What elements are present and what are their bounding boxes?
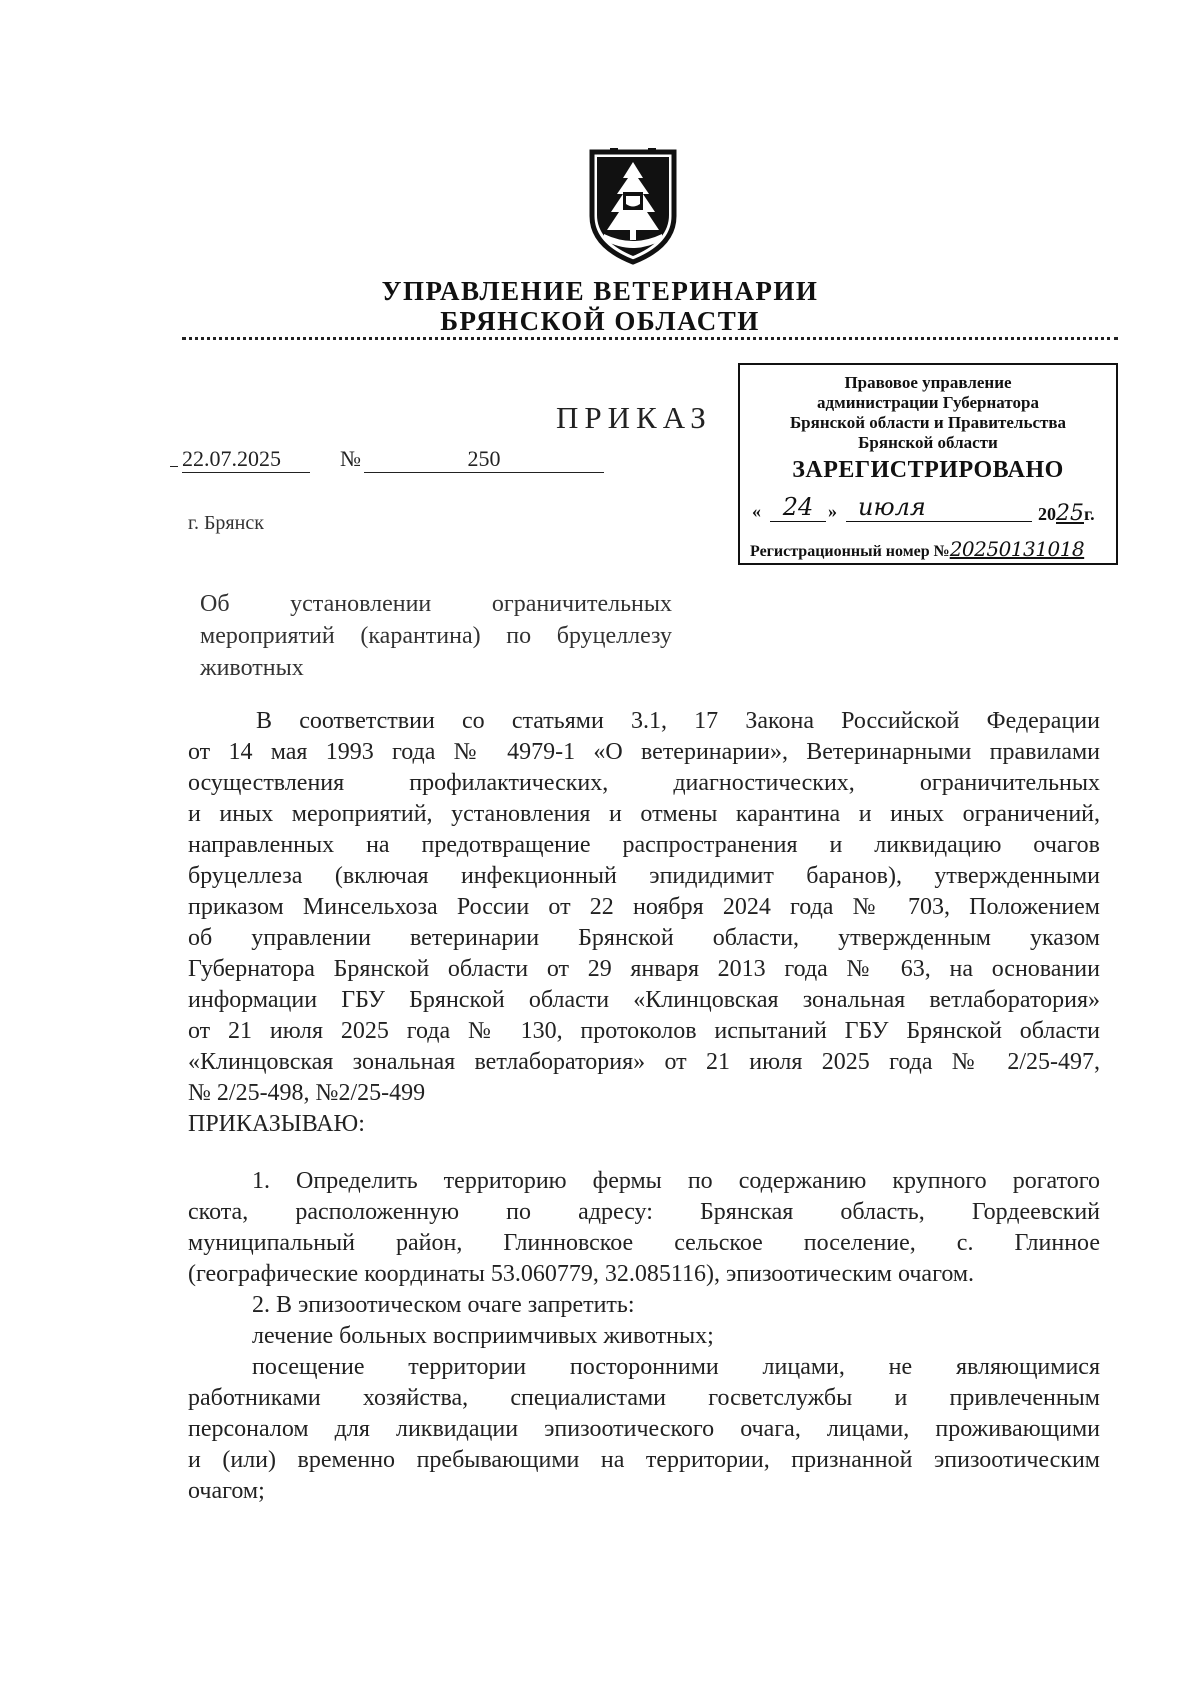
issue-city: г. Брянск: [188, 512, 264, 534]
organization-name-line2: БРЯНСКОЙ ОБЛАСТИ: [440, 306, 760, 336]
stamp-month-handwritten: июля: [846, 493, 1032, 522]
document-type-title: ПРИКАЗ: [556, 400, 712, 435]
preamble-line: бруцеллеза (включая инфекционный эпидидимит баранов), утвержденными: [188, 863, 1100, 889]
stamp-year-unit: г.: [1084, 504, 1095, 524]
preamble-line: информации ГБУ Брянской области «Клинцовская зональная ветлаборатория»: [188, 987, 1100, 1013]
date-number-line: [170, 446, 620, 476]
stamp-line1: Правовое управление: [844, 373, 1012, 392]
preamble-line: «Клинцовская зональная ветлаборатория» от 21 июля 2025 года № 2/25-497,: [188, 1049, 1100, 1075]
stamp-line3: Брянской области и Правительства: [789, 413, 1067, 432]
stamp-day-handwritten: 24: [770, 493, 826, 522]
subject-line: мероприятий (карантина) по бруцеллезу: [200, 623, 672, 649]
stamp-year-suffix: 25: [1056, 501, 1084, 526]
stamp-line2: администрации Губернатора: [817, 393, 1039, 412]
order-line: персоналом для ликвидации эпизоотического очага, лицами, проживающими: [188, 1416, 1100, 1442]
order-number-label: №: [340, 446, 361, 471]
order-line: 2. В эпизоотическом очаге запретить:: [252, 1292, 635, 1318]
order-line: посещение территории посторонними лицами, не являющимися: [252, 1354, 1100, 1380]
order-line: работниками хозяйства, специалистами госветслужбы и привлеченным: [188, 1385, 1100, 1411]
order-date: 22.07.2025: [182, 446, 310, 473]
stamp-line4: Брянской области: [858, 433, 998, 452]
preamble-line: направленных на предотвращение распространения и ликвидацию очагов: [188, 832, 1100, 858]
stamp-year-prefix: 20: [1038, 504, 1056, 524]
stamp-date: [752, 495, 1108, 525]
order-number: 250: [364, 446, 604, 473]
preamble-line: об управлении ветеринарии Брянской области, утвержденным указом: [188, 925, 1100, 951]
ordering-clause: ПРИКАЗЫВАЮ:: [188, 1111, 365, 1137]
stamp-close-quote: »: [828, 501, 837, 521]
stamp-reg-label: Регистрационный номер №: [750, 543, 950, 560]
stamp-reg-number-handwritten: 20250131018: [949, 537, 1085, 561]
order-line: скота, расположенную по адресу: Брянская область, Гордеевский: [188, 1199, 1100, 1225]
registration-stamp: [738, 363, 1118, 565]
preamble-line: и иных мероприятий, установления и отмены карантина и иных ограничений,: [188, 801, 1100, 827]
order-line: 1. Определить территорию фермы по содержанию крупного рогатого: [252, 1168, 1100, 1194]
preamble-line: от 14 мая 1993 года № 4979-1 «О ветеринарии», Ветеринарными правилами: [188, 739, 1100, 765]
stamp-year: [1038, 501, 1095, 526]
stamp-registration-number: [750, 537, 1110, 561]
order-subject: [200, 588, 672, 684]
order-line: лечение больных восприимчивых животных;: [252, 1323, 714, 1349]
organization-name-line1: УПРАВЛЕНИЕ ВЕТЕРИНАРИИ: [381, 276, 819, 306]
preamble-line: осуществления профилактических, диагностических, ограничительных: [188, 770, 1100, 796]
coat-of-arms-emblem: [586, 146, 680, 266]
order-line: (географические координаты 53.060779, 32.085116), эпизоотическим очагом.: [188, 1261, 975, 1287]
order-line: и (или) временно пребывающими на территории, признанной эпизоотическим: [188, 1447, 1100, 1473]
subject-line: животных: [200, 655, 304, 681]
date-lead-underline: [170, 466, 178, 467]
header-dotted-divider: [182, 337, 1118, 340]
orders-section: [188, 1166, 1100, 1507]
stamp-open-quote: «: [752, 501, 761, 521]
order-line: муниципальный район, Глинновское сельское поселение, с. Глинное: [188, 1230, 1100, 1256]
preamble-line: приказом Минсельхоза России от 22 ноября 2024 года № 703, Положением: [188, 894, 1100, 920]
preamble-line: Губернатора Брянской области от 29 января 2013 года № 63, на основании: [188, 956, 1100, 982]
preamble-line: от 21 июля 2025 года № 130, протоколов испытаний ГБУ Брянской области: [188, 1018, 1100, 1044]
subject-line: Об установлении ограничительных: [200, 591, 672, 617]
preamble-line: В соответствии со статьями 3.1, 17 Закона Российской Федерации: [256, 708, 1100, 734]
preamble-paragraph: [188, 706, 1100, 1140]
preamble-line: № 2/25-498, №2/25-499: [188, 1080, 426, 1106]
order-line: очагом;: [188, 1478, 265, 1504]
stamp-status: ЗАРЕГИСТРИРОВАНО: [792, 457, 1064, 483]
